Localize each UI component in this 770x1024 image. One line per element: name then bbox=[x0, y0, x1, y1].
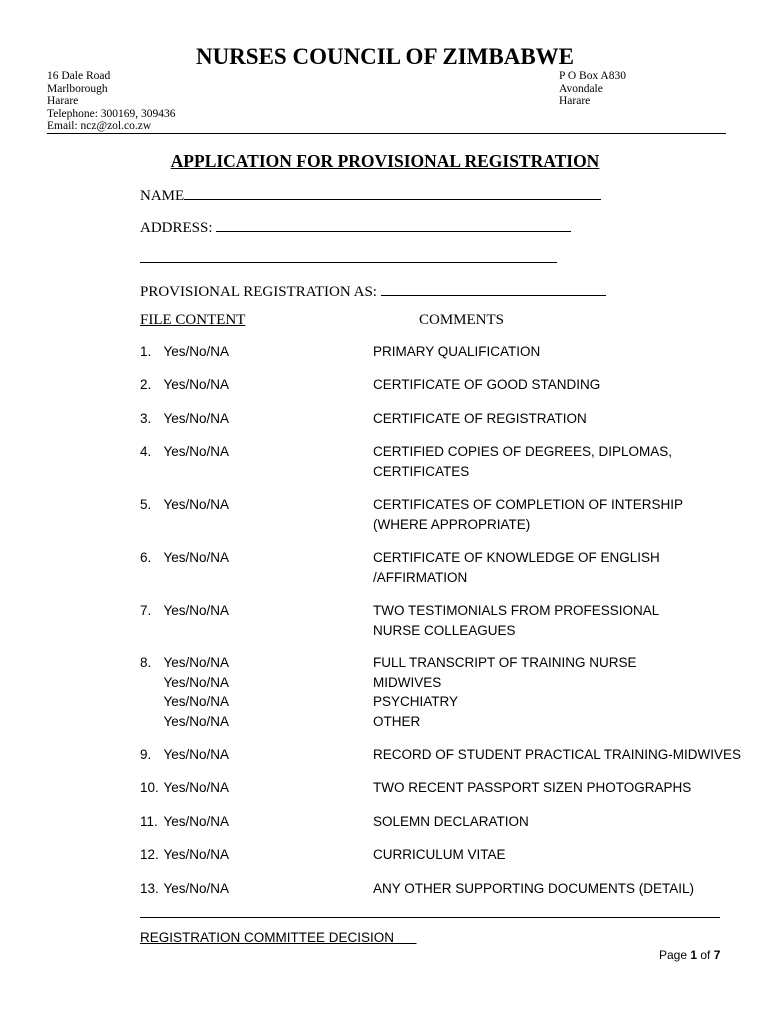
committee-decision-label: REGISTRATION COMMITTEE DECISION bbox=[140, 930, 417, 945]
item-3-answer: 3. Yes/No/NA bbox=[140, 411, 230, 426]
address-input-line-2[interactable] bbox=[140, 262, 557, 263]
item-6-comment: CERTIFICATE OF KNOWLEDGE OF ENGLISH /AFFIRMATION bbox=[373, 550, 660, 585]
address-input-line[interactable] bbox=[216, 217, 571, 232]
item-11-answer: 11. Yes/No/NA bbox=[140, 814, 230, 829]
address-line: Marlborough bbox=[47, 82, 108, 95]
item-12-comment: CURRICULUM VITAE bbox=[373, 847, 506, 862]
item-3-comment: CERTIFICATE OF REGISTRATION bbox=[373, 411, 587, 426]
item-4-comment: CERTIFIED COPIES OF DEGREES, DIPLOMAS, CERTIFICATES bbox=[373, 444, 673, 479]
item-13-comment: ANY OTHER SUPPORTING DOCUMENTS (DETAIL) bbox=[373, 881, 695, 896]
address-line: 16 Dale Road bbox=[47, 70, 111, 82]
item-8-answer: 8. Yes/No/NA Yes/No/NA Yes/No/NA Yes/No/NA bbox=[140, 655, 230, 729]
name-label: NAME bbox=[140, 188, 185, 204]
email-line: Email: ncz@zol.co.zw bbox=[47, 120, 152, 133]
item-10-answer: 10. Yes/No/NA bbox=[140, 780, 230, 795]
footer-divider bbox=[140, 917, 720, 918]
item-10-comment: TWO RECENT PASSPORT SIZEN PHOTOGRAPHS bbox=[373, 780, 692, 795]
council-title: NURSES COUNCIL OF ZIMBABWE bbox=[195, 44, 575, 69]
page-number: Page 1 of 7 bbox=[659, 948, 721, 962]
item-13-answer: 13. Yes/No/NA bbox=[140, 881, 230, 896]
telephone-line: Telephone: 300169, 309436 bbox=[47, 107, 176, 120]
address-left-block bbox=[47, 70, 176, 133]
header-divider bbox=[47, 133, 726, 134]
file-content-header: FILE CONTENT bbox=[140, 312, 246, 328]
address-field-row bbox=[140, 217, 571, 237]
provisional-label: PROVISIONAL REGISTRATION AS: bbox=[140, 284, 381, 300]
item-9-comment: RECORD OF STUDENT PRACTICAL TRAINING-MIDWIVES bbox=[373, 747, 742, 762]
address-line: Harare bbox=[47, 95, 79, 108]
item-7-answer: 7. Yes/No/NA bbox=[140, 603, 230, 618]
provisional-field-row bbox=[140, 281, 606, 301]
item-6-answer: 6. Yes/No/NA bbox=[140, 550, 230, 565]
item-12-answer: 12. Yes/No/NA bbox=[140, 847, 230, 862]
item-7-comment: TWO TESTIMONIALS FROM PROFESSIONAL NURSE COLLEAGUES bbox=[373, 603, 660, 638]
item-8-comment: FULL TRANSCRIPT OF TRAINING NURSE MIDWIVES PSYCHIATRY OTHER bbox=[373, 655, 637, 729]
form-title: APPLICATION FOR PROVISIONAL REGISTRATION bbox=[170, 151, 600, 171]
address-line: Avondale bbox=[559, 82, 603, 95]
item-5-comment: CERTIFICATES OF COMPLETION OF INTERSHIP (WHERE APPROPRIATE) bbox=[373, 497, 684, 532]
provisional-input-line[interactable] bbox=[381, 281, 606, 296]
item-9-answer: 9. Yes/No/NA bbox=[140, 747, 230, 762]
comments-header: COMMENTS bbox=[419, 312, 505, 328]
item-2-comment: CERTIFICATE OF GOOD STANDING bbox=[373, 377, 601, 392]
item-2-answer: 2. Yes/No/NA bbox=[140, 377, 230, 392]
item-11-comment: SOLEMN DECLARATION bbox=[373, 814, 529, 829]
address-right-block bbox=[559, 70, 626, 108]
address-label: ADDRESS: bbox=[140, 220, 217, 236]
name-input-line[interactable] bbox=[184, 185, 601, 200]
item-5-answer: 5. Yes/No/NA bbox=[140, 497, 230, 512]
po-box-line: P O Box A830 bbox=[559, 70, 626, 82]
address-line: Harare bbox=[559, 95, 591, 108]
name-field-row bbox=[140, 185, 601, 205]
item-1-answer: 1. Yes/No/NA bbox=[140, 344, 230, 359]
item-4-answer: 4. Yes/No/NA bbox=[140, 444, 230, 459]
item-1-comment: PRIMARY QUALIFICATION bbox=[373, 344, 541, 359]
